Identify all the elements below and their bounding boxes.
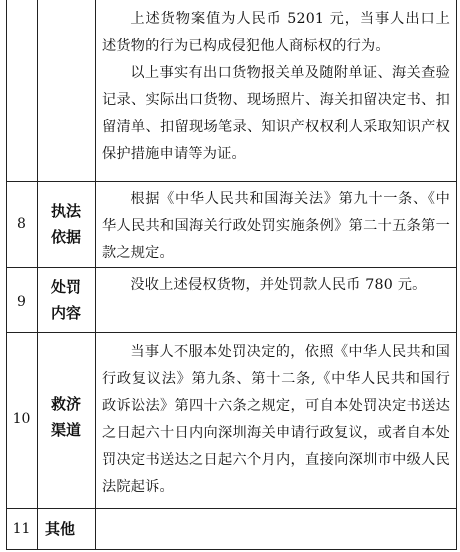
table-row (6, 0, 457, 182)
row-number: 11 (12, 521, 31, 537)
penalty-decision-table (6, 0, 457, 550)
evidence-paragraph: 以上事实有出口货物报关单及随附单证、海关查验记录、实际出口货物、现场照片、海关扣留决定书、扣留清单、扣留现场笔录、知识产权权利人采取知识产权保护措施申请等为证。 (102, 65, 450, 162)
row-content (102, 186, 450, 267)
row-item-label: 其他 (45, 520, 76, 538)
row-content (102, 272, 450, 299)
row-item-label: 救济渠道 (50, 395, 81, 439)
row-content (102, 339, 450, 501)
row-item-label: 执法依据 (50, 202, 81, 246)
table-row (6, 182, 457, 268)
row-item-label: 处罚内容 (50, 278, 81, 322)
table-row (6, 333, 457, 509)
remedy-paragraph: 当事人不服本处罚决定的，依照《中华人民共和国行政复议法》第九条、第十二条,《中华人民共和国行政诉讼法》第四十六条之规定，可自本处罚决定书送达之日起六十日内向深圳海关申请行政复议，或者自本处罚决定书送达之日起六个月内，直接向深圳市中级人民法院起诉。 (102, 344, 450, 495)
legal-basis-paragraph: 根据《中华人民共和国海关法》第九十一条、《中华人民共和国海关行政处罚实施条例》第二十五条第一款之规定。 (102, 191, 450, 261)
facts-paragraph: 上述货物案值为人民币 5201 元，当事人出口上述货物的行为已构成侵犯他人商标权的行为。 (102, 11, 450, 54)
penalty-paragraph: 没收上述侵权货物，并处罚款人民币 780 元。 (130, 277, 427, 293)
row-number: 9 (17, 294, 26, 310)
row-number: 10 (12, 411, 31, 427)
row-content (102, 6, 450, 168)
row-number: 8 (17, 216, 26, 232)
table-row (6, 268, 457, 333)
table-row (6, 509, 457, 550)
